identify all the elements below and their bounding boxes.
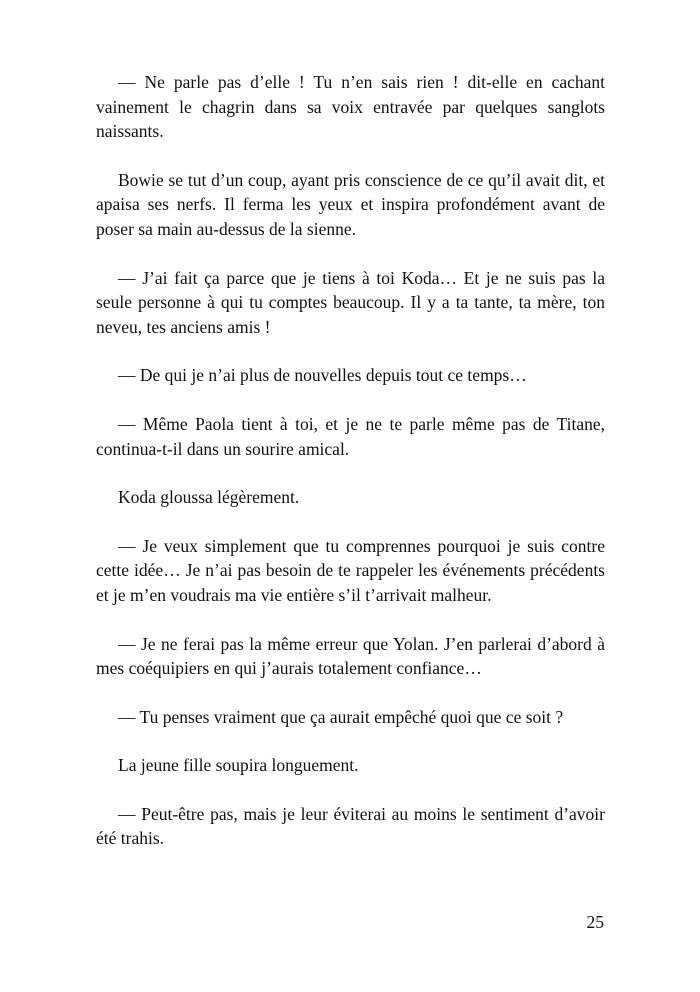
paragraph: — Peut-être pas, mais je leur éviterai au moins le sentiment d’avoir été trahis. <box>96 803 605 849</box>
paragraph: — Même Paola tient à toi, et je ne te parle même pas de Titane, continua-t-il dans un sourire amical. <box>96 413 605 459</box>
paragraph: — Ne parle pas d’elle ! Tu n’en sais rien ! dit-elle en cachant vainement le chagrin dans sa voix entravée par quelques sanglots naissants. <box>96 72 605 142</box>
page-number: 25 <box>586 912 604 932</box>
paragraph: — Je ne ferai pas la même erreur que Yolan. J’en parlerai d’abord à mes coéquipiers en qui j’aurais totalement confiance… <box>96 633 605 679</box>
paragraph: La jeune fille soupira longuement. <box>118 755 359 776</box>
paragraph: — Je veux simplement que tu comprennes pourquoi je suis contre cette idée… Je n’ai pas besoin de te rappeler les événements précédents et je m’en voudrais ma vie entière s’il t’arrivait malheur. <box>96 535 605 605</box>
paragraph: Bowie se tut d’un coup, ayant pris conscience de ce qu’il avait dit, et apaisa ses nerfs. Il ferma les yeux et inspira profondément avant de poser sa main au-dessus de la sienne. <box>96 169 605 239</box>
paragraph: — J’ai fait ça parce que je tiens à toi Koda… Et je ne suis pas la seule personne à qui tu comptes beaucoup. Il y a ta tante, ta mère, ton neveu, tes anciens amis ! <box>96 267 605 337</box>
paragraph: Koda gloussa légèrement. <box>118 487 300 508</box>
page-body <box>96 70 605 875</box>
paragraph: — Tu penses vraiment que ça aurait empêché quoi que ce soit ? <box>118 706 564 727</box>
paragraph: — De qui je n’ai plus de nouvelles depuis tout ce temps… <box>118 365 527 386</box>
